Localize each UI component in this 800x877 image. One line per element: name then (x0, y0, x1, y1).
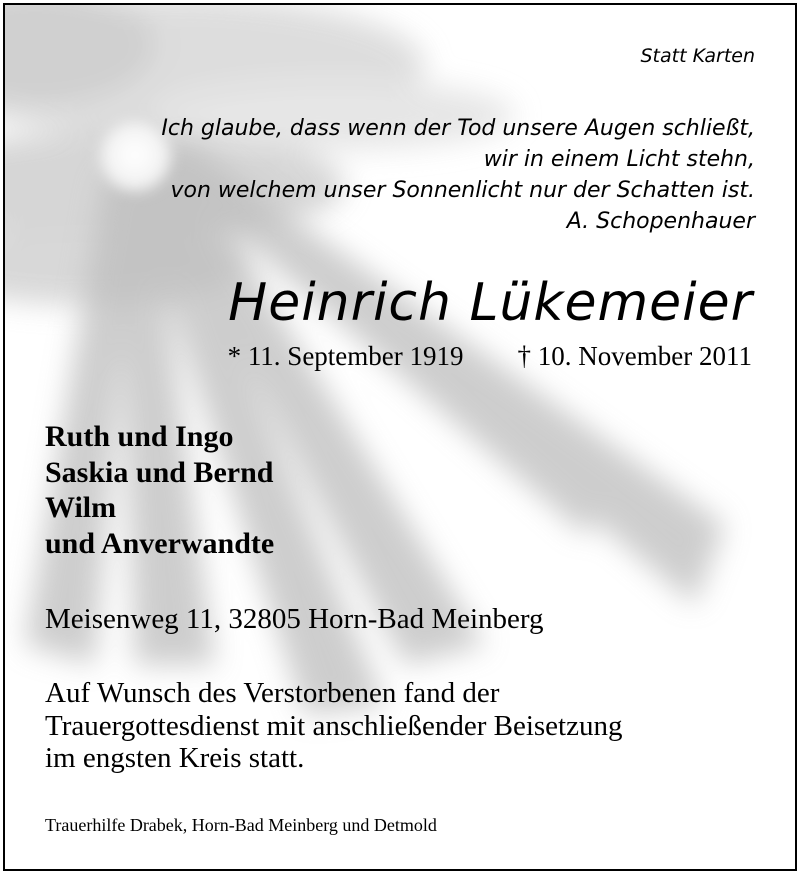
quote-line: Ich glaube, dass wenn der Tod unsere Augen schließt, (161, 116, 755, 141)
quote-line: wir in einem Licht stehn, (483, 147, 755, 172)
deceased-name: Heinrich Lükemeier (228, 273, 753, 333)
funeral-home-credit: Trauerhilfe Drabek, Horn-Bad Meinberg und Detmold (45, 815, 437, 835)
death-date: † 10. November 2011 (517, 341, 752, 371)
quote-author: A. Schopenhauer (566, 209, 755, 234)
life-dates (228, 341, 752, 372)
address: Meisenweg 11, 32805 Horn-Bad Meinberg (45, 603, 544, 635)
obituary-notice (3, 3, 797, 871)
funeral-message (45, 677, 622, 775)
mourners-list (45, 419, 274, 561)
birth-date: * 11. September 1919 (227, 341, 464, 371)
message-line: Trauergottesdienst mit anschließender Beisetzung (45, 709, 623, 742)
mourner: und Anverwandte (45, 526, 275, 560)
mourner: Ruth und Ingo (45, 420, 234, 453)
statt-karten-note: Statt Karten (640, 45, 755, 67)
quote-block (161, 113, 755, 237)
message-line: im engsten Kreis statt. (45, 742, 305, 774)
mourner: Wilm (45, 491, 117, 524)
message-line: Auf Wunsch des Verstorbenen fand der (45, 677, 500, 709)
mourner: Saskia und Bernd (45, 455, 274, 489)
quote-line: von welchem unser Sonnenlicht nur der Schatten ist. (170, 178, 755, 203)
